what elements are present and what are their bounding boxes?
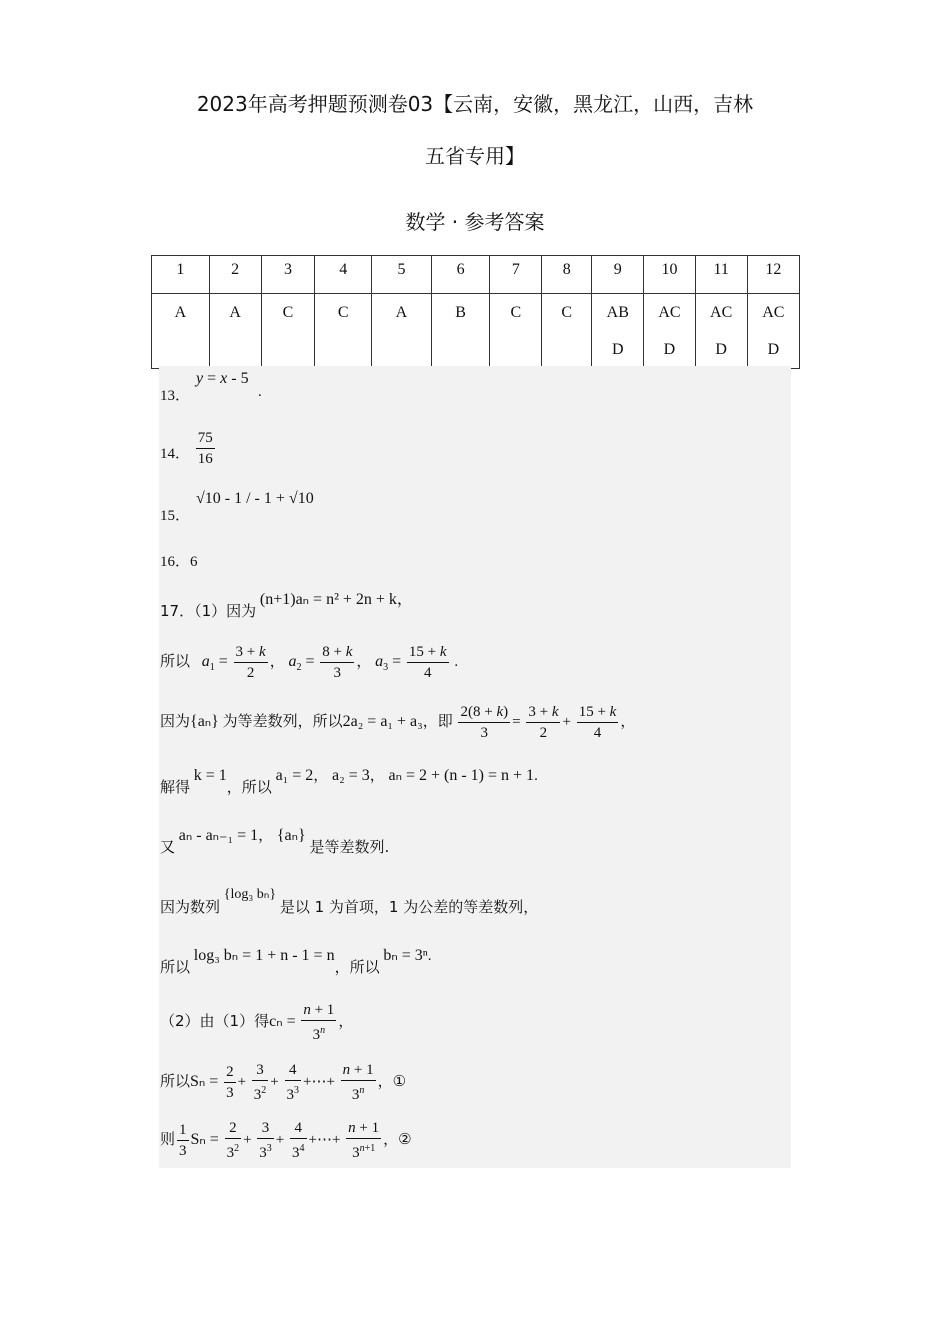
answer-17-then: 则: [160, 1129, 176, 1148]
answer-17-is-arith2: 是等差数列.: [309, 838, 390, 856]
answer-17-k: k = 1: [193, 767, 227, 784]
question-number-cell: 9: [592, 256, 644, 294]
answer-cell-line1: AC: [762, 304, 785, 321]
answer-17-line1: [160, 586, 413, 620]
answer-16-value: 6: [190, 554, 198, 570]
question-number-cell: 7: [490, 256, 542, 294]
question-number-row: [152, 256, 800, 294]
answer-14-fraction: [196, 428, 215, 469]
answer-cell: [747, 294, 799, 369]
answer-cell-line2: D: [663, 341, 676, 358]
answer-cell-line1: AB: [606, 304, 629, 321]
answer-17-diff: aₙ - aₙ₋₁ = 1: [178, 827, 259, 844]
question-number-cell: 3: [261, 256, 315, 294]
answer-cell: [490, 294, 542, 369]
answer-cell-line2: D: [715, 341, 727, 358]
answer-cell-line1: C: [282, 304, 294, 321]
answer-17-third-sn: 则 $\frac{1}{3}$ Sₙ = $\frac{2}{3^2}$ + $\frac{3}{3^3}$ + $\frac{4}{3^4}$ +⋯+ $\frac{n + 1}{3^{n+1}}$ ，②: [160, 1120, 412, 1161]
answer-17-bn: bₙ = 3ⁿ: [383, 947, 428, 964]
page-subtitle: 数学 · 参考答案: [405, 210, 545, 234]
answer-17-because: 因为: [160, 711, 191, 730]
answer-17-so3: ，所以: [334, 958, 380, 976]
answer-14-denominator: 16: [197, 451, 213, 467]
question-number-cell: 5: [372, 256, 432, 294]
answer-cell: [315, 294, 372, 369]
answer-17-so: 所以: [160, 651, 191, 670]
answer-cell: [695, 294, 747, 369]
answer-17-cond: 2a₂ = a₁ + a₃: [342, 712, 423, 730]
answer-17-line4: 解得 k = 1，所以 a₁ = 2， a₂ = 3， aₙ = 2 + (n - 1) = n + 1.: [160, 767, 538, 796]
question-number-cell: 2: [209, 256, 261, 294]
answer-17-so3a: 所以: [160, 958, 191, 976]
answer-17-line7: 所以 log₃ bₙ = 1 + n - 1 = n，所以 bₙ = 3ⁿ.: [160, 947, 432, 976]
answer-17-mark2: ，②: [383, 1129, 412, 1148]
question-number-cell: 12: [747, 256, 799, 294]
answer-14-numerator: 75: [196, 428, 215, 449]
answer-cell: [644, 294, 695, 369]
question-number-cell: 1: [152, 256, 210, 294]
answer-17-log-desc: 是以 1 为首项，1 为公差的等差数列，: [279, 898, 539, 916]
answer-16: [160, 550, 198, 571]
answer-17-mark1: ，①: [377, 1071, 407, 1090]
answer-13: [160, 370, 262, 404]
answer-17-solve: 解得: [160, 778, 191, 796]
answer-17-a2: a₂ = 3: [332, 767, 370, 784]
answer-cell: [592, 294, 644, 369]
answer-17-line3: 因为{aₙ} 为等差数列，所以2a₂ = a₁ + a₃，即 $\frac{2(8 + k)}{3}$ = $\frac{3 + k}{2}$ + $\frac{15 + k}{4}$ ，: [160, 704, 636, 741]
answer-17-so2: ，所以: [226, 778, 272, 796]
answer-cell: [261, 294, 315, 369]
answer-17-sn: 所以Sₙ = $\frac{2}{3}$ + $\frac{3}{3^2}$ + $\frac{4}{3^3}$ +⋯+ $\frac{n + 1}{3^n}$ ，①: [160, 1062, 407, 1103]
answer-cell-line1: A: [395, 304, 408, 321]
answer-table: [151, 255, 800, 369]
answer-17-part2: （2）由（1）得cₙ = $\frac{n + 1}{3^n}$ ，: [160, 1002, 354, 1043]
page-title-line1: 2023年高考押题预测卷03【云南，安徽，黑龙江，山西，吉林: [196, 92, 754, 116]
answer-cell-line1: AC: [710, 304, 733, 321]
answer-17-label: 17．（1）因为: [160, 602, 257, 620]
answer-17-sn-label: 所以: [160, 1071, 191, 1090]
answer-17-seq2: {aₙ}: [276, 827, 306, 844]
answer-17-cn: cₙ =: [269, 1012, 296, 1030]
answer-cell-line1: A: [174, 304, 187, 321]
answer-17-seq: {aₙ}: [190, 712, 219, 730]
answer-14-label: 14．: [160, 445, 191, 462]
answer-cell-line1: C: [561, 304, 573, 321]
answer-17-sn-eq2: Sₙ =: [190, 1130, 219, 1148]
answer-17-given: (n+1)aₙ = n² + 2n + k，: [259, 591, 413, 608]
answer-17-a1: a₁ = 2: [275, 767, 314, 784]
answer-17-is-arith: 为等差数列，所以: [222, 711, 343, 730]
answer-17-line2: 所以 $a_1$ = $\frac{3 + k}{2}$ ， $a_2$ = $\frac{8 + k}{3}$ ， $a_3$ = $\frac{15 + k}{4}$ .: [160, 644, 459, 681]
answer-cell: [372, 294, 432, 369]
answer-17-log-intro: 因为数列: [160, 898, 221, 916]
answer-17-an: aₙ = 2 + (n - 1) = n + 1: [388, 767, 535, 784]
answer-17-line6: [160, 882, 539, 916]
question-number-cell: 11: [695, 256, 747, 294]
answer-cell: [542, 294, 592, 369]
answer-17-part2-label: （2）由（1）得: [160, 1011, 270, 1030]
answer-17-also: 又: [160, 838, 176, 856]
answer-row: [152, 294, 800, 369]
answer-cell-line1: AC: [658, 304, 681, 321]
question-number-cell: 10: [644, 256, 695, 294]
answer-13-expr: y = x - 5: [196, 370, 249, 387]
answer-cell: [152, 294, 210, 369]
answer-cell-line2: D: [611, 341, 624, 358]
answer-14: [160, 428, 217, 469]
question-number-cell: 8: [542, 256, 592, 294]
answer-17-ie: ，即: [422, 711, 453, 730]
answer-15-label: 15．: [160, 508, 191, 524]
answer-17-log-eq: log₃ bₙ = 1 + n - 1 = n: [193, 947, 335, 964]
answer-cell: [209, 294, 261, 369]
answer-17-log-seq: {log₃ bₙ}: [223, 887, 277, 902]
answer-cell: [431, 294, 490, 369]
answer-cell-line1: C: [510, 304, 522, 321]
page-title-line2: 五省专用】: [425, 144, 525, 168]
answer-16-label: 16．: [160, 554, 191, 570]
answer-15-expr: √10 - 1 / - 1 + √10: [196, 490, 314, 507]
answer-cell-line1: B: [455, 304, 466, 321]
answer-15: [160, 490, 314, 524]
answer-17-line5: 又 aₙ - aₙ₋₁ = 1， {aₙ} 是等差数列.: [160, 827, 390, 856]
answer-cell-line1: C: [337, 304, 349, 321]
question-number-cell: 4: [315, 256, 372, 294]
answer-17-sn-eq: Sₙ =: [190, 1072, 219, 1090]
answer-cell-line2: D: [767, 341, 780, 358]
question-number-cell: 6: [431, 256, 490, 294]
answer-13-end: .: [258, 384, 262, 400]
answer-13-label: 13．: [160, 388, 191, 404]
answer-cell-line1: A: [229, 304, 241, 321]
